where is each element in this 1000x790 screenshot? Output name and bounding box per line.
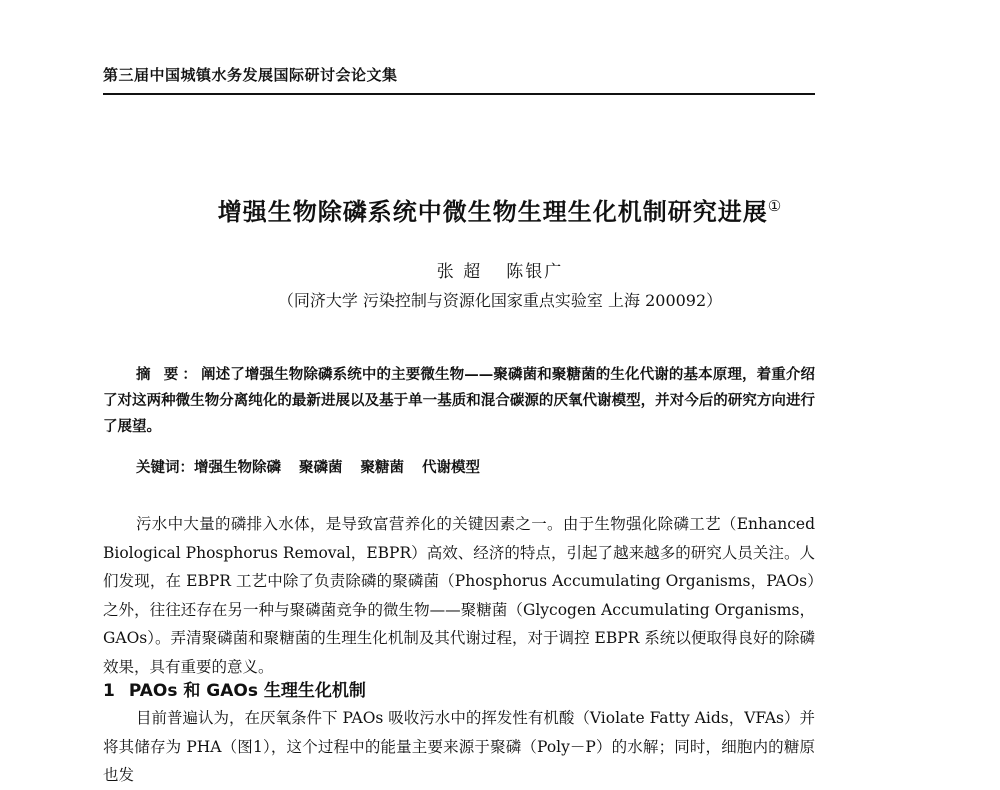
title-footnote-marker: ① [767, 197, 783, 215]
keyword: 聚磷菌 [299, 459, 343, 476]
keyword: 增强生物除磷 [194, 459, 281, 476]
section-heading [103, 676, 366, 701]
abstract-label: 摘 要： [136, 367, 202, 383]
section-title: PAOs 和 GAOs 生理生化机制 [128, 681, 366, 701]
abstract-text: 阐述了增强生物除磷系统中的主要微生物——聚磷菌和聚糖菌的生化代谢的基本原理，着重介绍了对这两种微生物分离纯化的最新进展以及基于单一基质和混合碳源的厌氧代谢模型，并对今后的研究方向进行了展望。 [103, 366, 815, 435]
body-paragraph: 目前普遍认为，在厌氧条件下 PAOs 吸收污水中的挥发性有机酸（Violate Fatty Aids，VFAs）并将其储存为 PHA（图1），这个过程中的能量主要来源于聚磷（Poly－P）的水解；同时，细胞内的糖原也发 [103, 709, 815, 784]
affiliation: （同济大学 污染控制与资源化国家重点实验室 上海 200092） [277, 291, 723, 310]
section-number: 1 [103, 681, 115, 701]
author: 张 超 [436, 262, 483, 282]
abstract [103, 362, 815, 440]
title-text: 增强生物除磷系统中微生物生理生化机制研究进展 [217, 198, 768, 226]
keywords [136, 456, 498, 477]
keyword: 聚糖菌 [360, 459, 404, 476]
author-list [0, 257, 1000, 282]
running-head: 第三届中国城镇水务发展国际研讨会论文集 [103, 66, 398, 84]
keyword: 代谢模型 [422, 459, 480, 476]
author: 陈银广 [506, 262, 564, 282]
keywords-label: 关键词： [136, 460, 194, 476]
body-paragraph: 污水中大量的磷排入水体，是导致富营养化的关键因素之一。由于生物强化除磷工艺（Enhanced Biological Phosphorus Removal，EBPR）高效、经济的特点，引起了越来越多的研究人员关注。人们发现，在 EBPR 工艺中除了负责除磷的聚磷菌（Phosphorus Accumulating Organisms，PAOs）之外，往往还存在另一种与聚磷菌竞争的微生物——聚糖菌（Glycogen Accumulating Organisms，GAOs）。弄清聚磷菌和聚糖菌的生理生化机制及其代谢过程，对于调控 EBPR 系统以便取得良好的除磷效果，具有重要的意义。 [103, 515, 815, 676]
paper-title [0, 192, 1000, 227]
header-rule [103, 93, 815, 95]
